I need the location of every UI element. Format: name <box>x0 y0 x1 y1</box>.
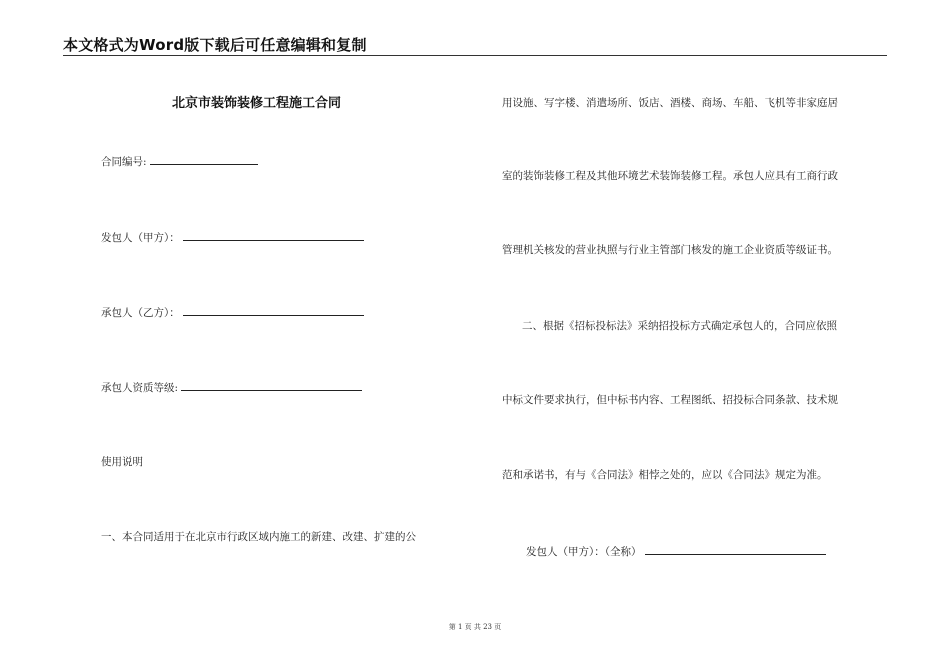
download-banner: 本文格式为Word版下载后可任意编辑和复制 <box>63 36 367 54</box>
right-paragraph-line: 室的装饰装修工程及其他环境艺术装饰装修工程。承包人应具有工商行政 <box>502 170 838 182</box>
signature-label: 发包人（甲方）：（全称） <box>526 546 642 558</box>
contract-number-label: 合同编号: <box>101 156 147 168</box>
qualification-row <box>101 379 362 395</box>
party-a-row <box>101 229 364 245</box>
document-title: 北京市装饰装修工程施工合同 <box>172 96 342 111</box>
qualification-blank <box>181 379 362 391</box>
contract-number-row <box>101 153 258 169</box>
signature-row <box>526 543 826 559</box>
party-a-blank <box>183 229 364 241</box>
right-paragraph-line: 范和承诺书，有与《合同法》相悖之处的，应以《合同法》规定为准。 <box>502 469 828 481</box>
clause-2-start: 二、根据《招标投标法》采纳招投标方式确定承包人的，合同应依照 <box>522 320 837 332</box>
right-paragraph-line: 用设施、写字楼、消遣场所、饭店、酒楼、商场、车船、飞机等非家庭居 <box>502 97 838 109</box>
qualification-label: 承包人资质等级: <box>101 382 179 394</box>
party-b-blank <box>183 304 364 316</box>
right-paragraph-line: 中标文件要求执行，但中标书内容、工程图纸、招投标合同条款、技术规 <box>502 394 838 406</box>
page-number: 第 1 页 共 23 页 <box>448 623 502 631</box>
party-a-label: 发包人（甲方）： <box>101 232 180 244</box>
party-b-label: 承包人（乙方）： <box>101 307 180 319</box>
clause-1-start: 一、本合同适用于在北京市行政区域内施工的新建、改建、扩建的公 <box>101 531 416 543</box>
right-paragraph-line: 管理机关核发的营业执照与行业主管部门核发的施工企业资质等级证书。 <box>502 244 838 256</box>
signature-blank <box>645 543 826 555</box>
party-b-row <box>101 304 364 320</box>
contract-number-blank <box>150 153 258 165</box>
banner-divider <box>63 55 887 56</box>
usage-heading: 使用说明 <box>101 456 143 468</box>
